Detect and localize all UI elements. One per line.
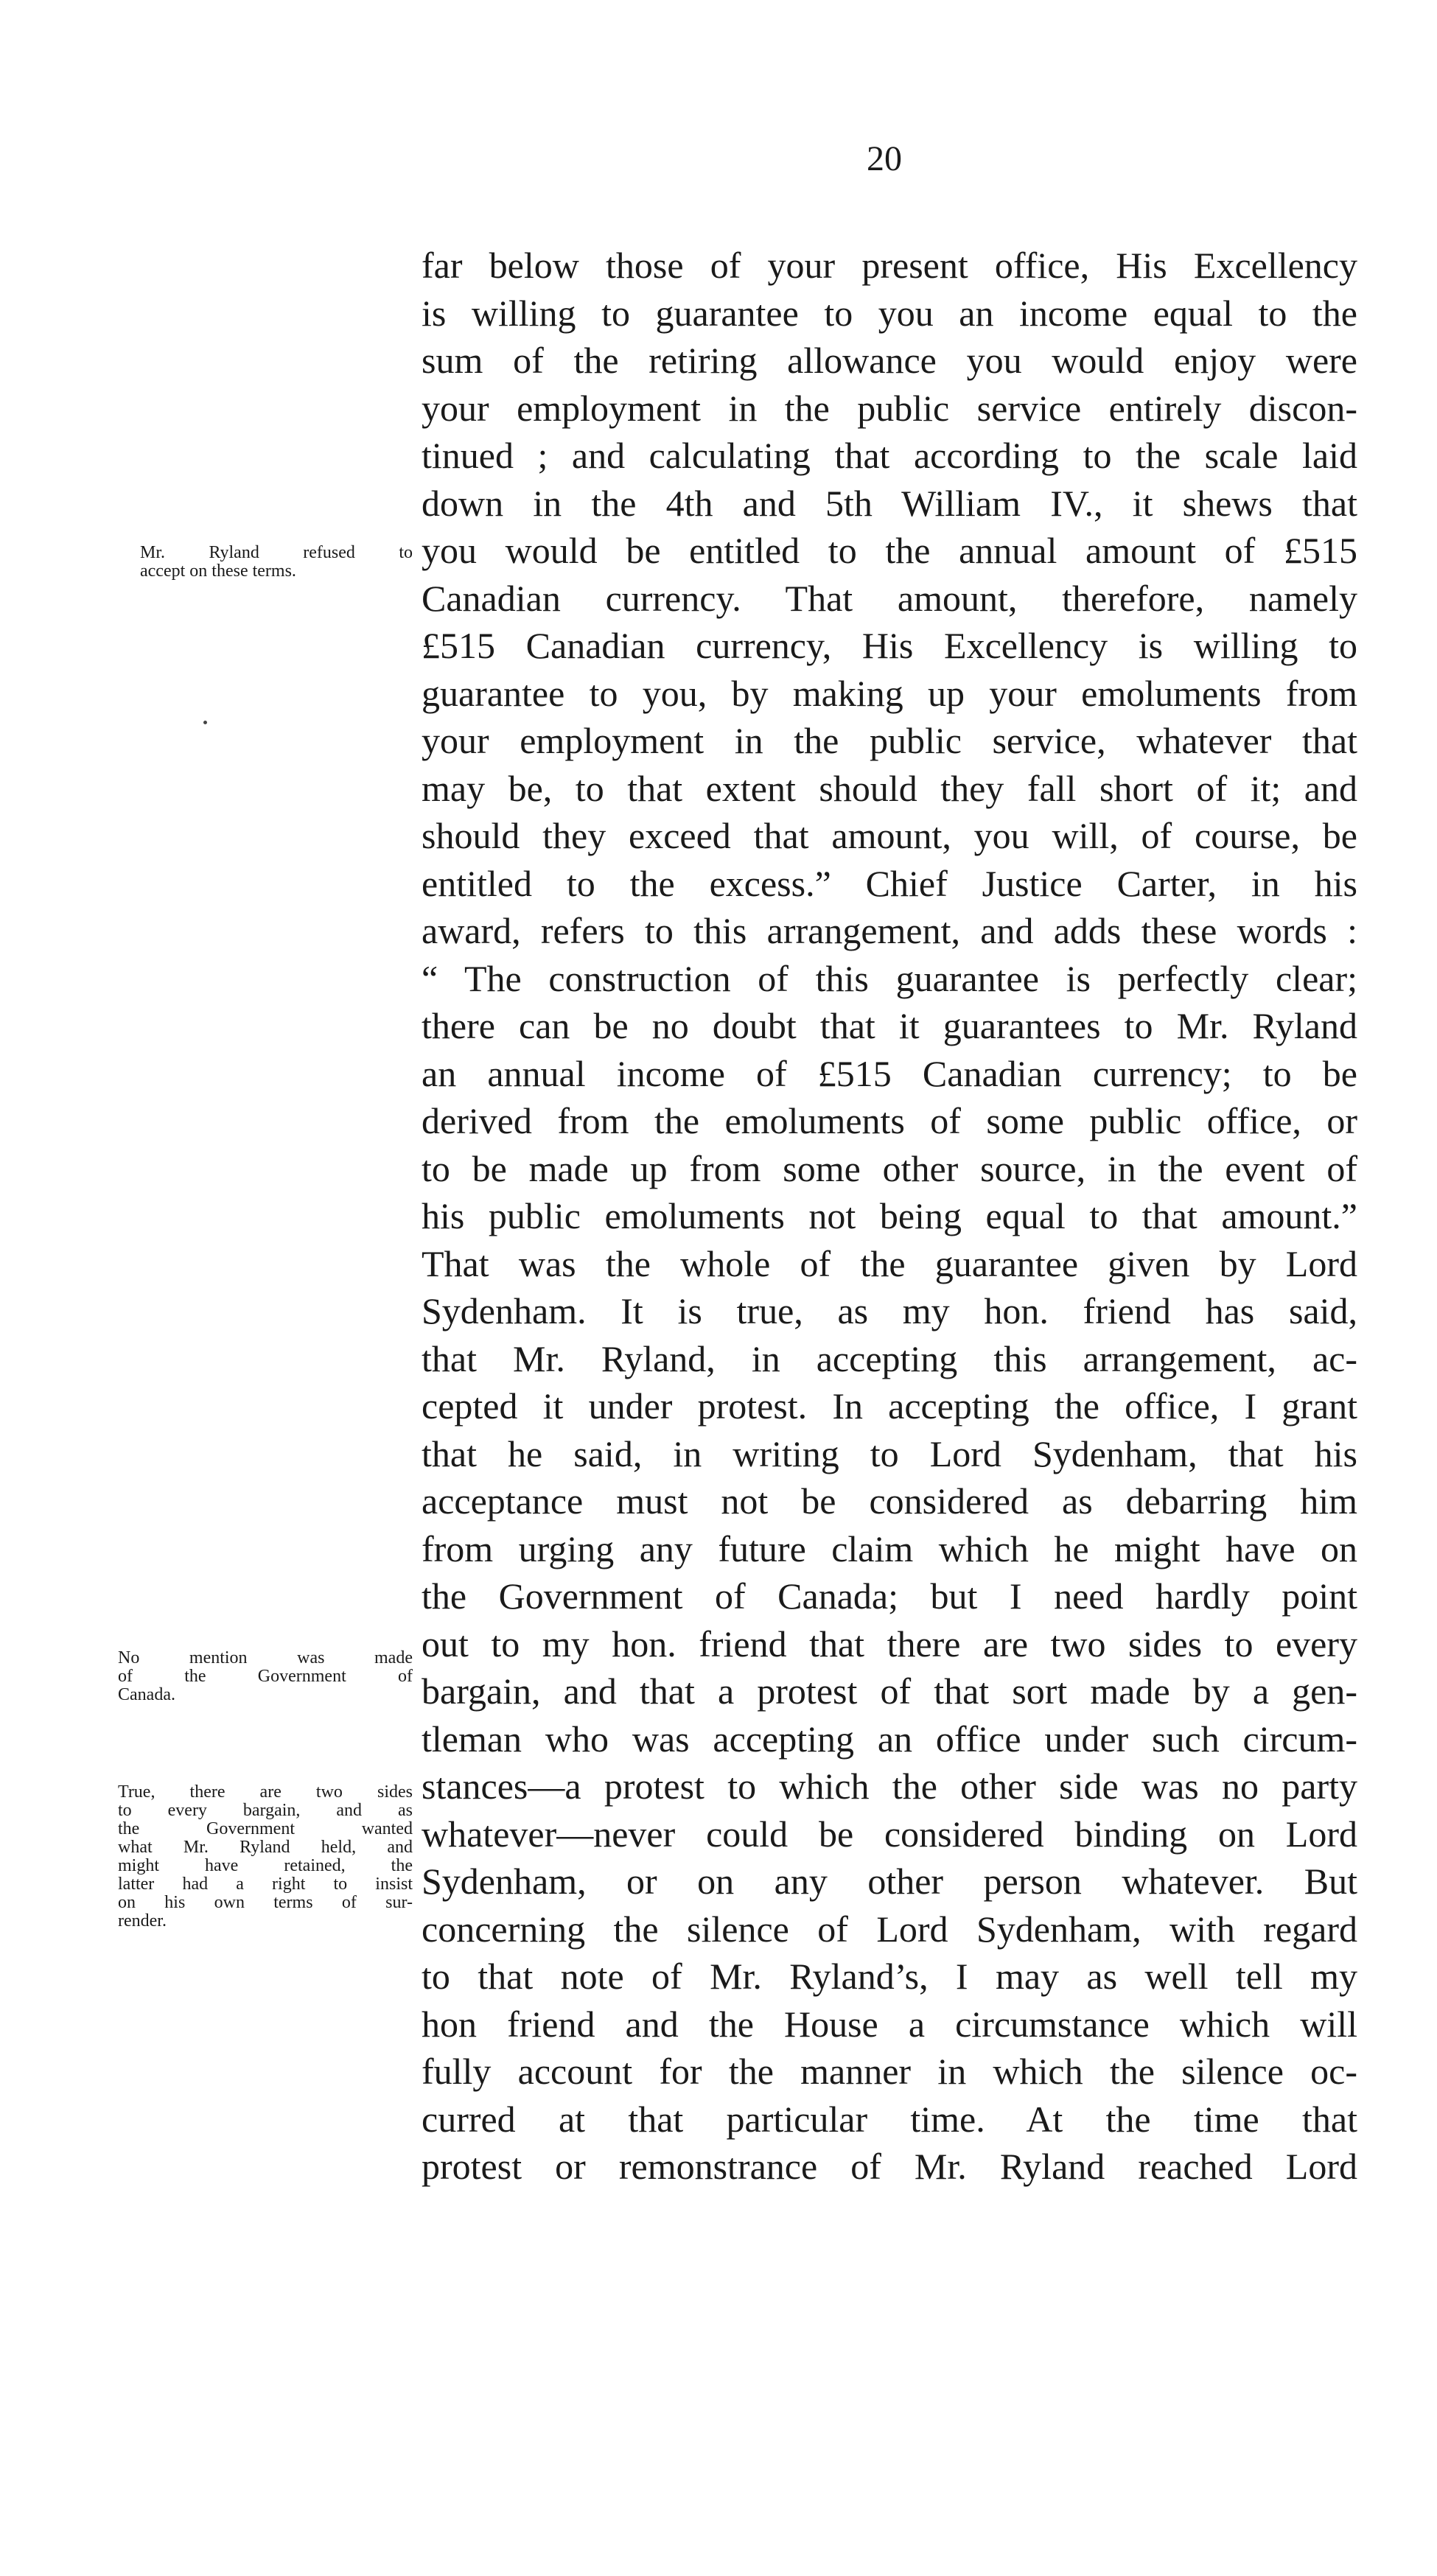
- body-line: your employment in the public service, whatever that: [422, 720, 1357, 761]
- marginal-note-refused-terms: [140, 544, 413, 581]
- body-line: that Mr. Ryland, in accepting this arrangement, ac-: [422, 1337, 1357, 1379]
- stray-ink-dot: [203, 721, 207, 724]
- body-line: may be, to that extent should they fall short of it; and: [422, 767, 1357, 809]
- body-line: Sydenham, or on any other person whatever. But: [422, 1861, 1357, 1902]
- body-line: down in the 4th and 5th William IV., it shews that: [422, 482, 1357, 524]
- marginal-note-no-mention: [118, 1649, 413, 1704]
- body-line: out to my hon. friend that there are two sides to every: [422, 1623, 1357, 1665]
- body-line: protest or remonstrance of Mr. Ryland reached Lord: [422, 2146, 1357, 2187]
- marginal-note-line: might have retained, the: [118, 1856, 413, 1875]
- body-line: to that note of Mr. Ryland’s, I may as well tell my: [422, 1956, 1357, 1997]
- body-line: your employment in the public service entirely discon-: [422, 387, 1357, 429]
- body-line: acceptance must not be considered as debarring him: [422, 1480, 1357, 1522]
- body-line: award, refers to this arrangement, and adds these words :: [422, 910, 1357, 951]
- body-line: entitled to the excess.” Chief Justice Carter, in his: [422, 862, 1357, 904]
- marginal-note-line: to every bargain, and as: [118, 1801, 413, 1820]
- body-line: £515 Canadian currency, His Excellency is willing to: [422, 625, 1357, 666]
- body-line: whatever—never could be considered binding on Lord: [422, 1813, 1357, 1855]
- marginal-note-line: Canada.: [118, 1685, 175, 1704]
- body-line: there can be no doubt that it guarantees to Mr. Ryland: [422, 1005, 1357, 1046]
- body-line: cepted it under protest. In accepting the office, I grant: [422, 1385, 1357, 1427]
- body-line: bargain, and that a protest of that sort made by a gen-: [422, 1670, 1357, 1712]
- body-line: Canadian currency. That amount, therefore, namely: [422, 577, 1357, 619]
- body-line: far below those of your present office, His Excellency: [422, 245, 1357, 286]
- body-line: you would be entitled to the annual amount of £515: [422, 530, 1357, 571]
- body-line: an annual income of £515 Canadian currency; to be: [422, 1052, 1357, 1094]
- page-number: 20: [867, 139, 902, 178]
- body-line: tleman who was accepting an office under such circum-: [422, 1718, 1357, 1760]
- body-line: guarantee to you, by making up your emoluments from: [422, 672, 1357, 714]
- body-line: is willing to guarantee to you an income equal to the: [422, 292, 1357, 334]
- marginal-note-line: accept on these terms.: [140, 561, 296, 581]
- body-line: to be made up from some other source, in the event of: [422, 1147, 1357, 1189]
- body-line: stances—a protest to which the other side was no party: [422, 1765, 1357, 1807]
- marginal-note-line: what Mr. Ryland held, and: [118, 1838, 413, 1857]
- marginal-note-line: of the Government of: [118, 1667, 413, 1686]
- body-line: should they exceed that amount, you will, of course, be: [422, 815, 1357, 856]
- body-line: that he said, in writing to Lord Sydenham, that his: [422, 1432, 1357, 1474]
- body-line: hon friend and the House a circumstance which will: [422, 2003, 1357, 2045]
- body-line: tinued ; and calculating that according to the scale laid: [422, 435, 1357, 476]
- body-line: “ The construction of this guarantee is perfectly clear;: [422, 957, 1357, 999]
- body-line: derived from the emoluments of some public office, or: [422, 1100, 1357, 1141]
- body-line: his public emoluments not being equal to that amount.”: [422, 1195, 1357, 1236]
- body-line: Sydenham. It is true, as my hon. friend has said,: [422, 1290, 1357, 1331]
- marginal-note-line: on his own terms of sur-: [118, 1893, 413, 1912]
- body-line: concerning the silence of Lord Sydenham, with regard: [422, 1908, 1357, 1950]
- body-line: from urging any future claim which he might have on: [422, 1527, 1357, 1569]
- marginal-note-line: True, there are two sides: [118, 1782, 413, 1802]
- body-line: That was the whole of the guarantee given by Lord: [422, 1242, 1357, 1284]
- body-text: [422, 242, 1357, 2191]
- marginal-note-line: Mr. Ryland refused to: [140, 543, 413, 562]
- body-line: the Government of Canada; but I need hardly point: [422, 1575, 1357, 1617]
- body-line: sum of the retiring allowance you would enjoy were: [422, 340, 1357, 381]
- body-line: curred at that particular time. At the time that: [422, 2098, 1357, 2140]
- marginal-note-line: render.: [118, 1911, 167, 1931]
- marginal-note-line: latter had a right to insist: [118, 1875, 413, 1894]
- marginal-note-line: the Government wanted: [118, 1819, 413, 1838]
- marginal-note-line: No mention was made: [118, 1648, 413, 1667]
- marginal-note-two-sides: [118, 1783, 413, 1931]
- body-line: fully account for the manner in which the silence oc-: [422, 2051, 1357, 2092]
